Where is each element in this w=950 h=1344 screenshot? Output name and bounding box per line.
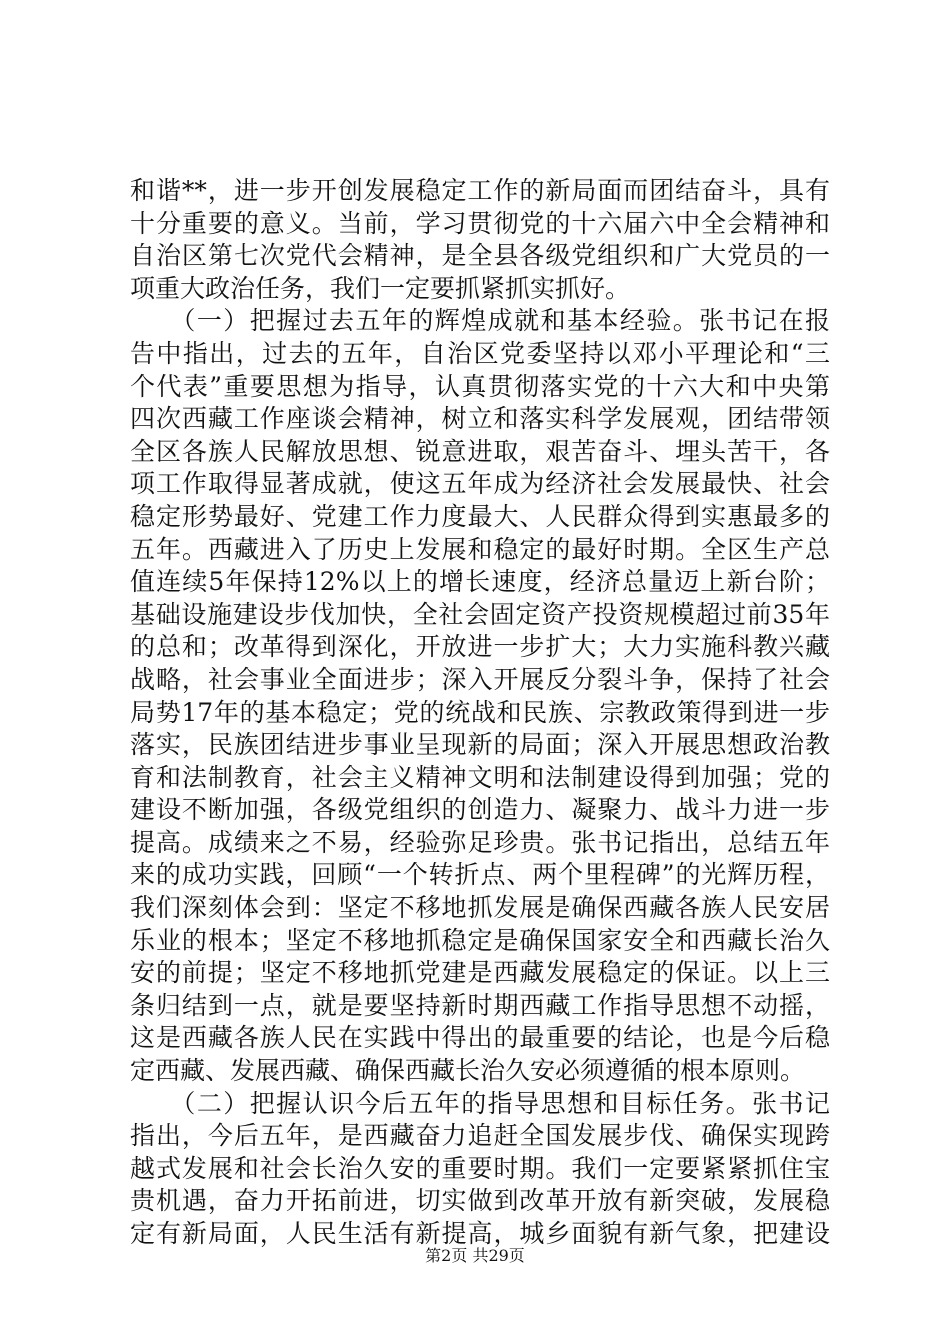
text-line: 越式发展和社会长治久安的重要时期。我们一定要紧紧抓住宝 bbox=[130, 1153, 830, 1183]
page-footer: 第2页 共29页 bbox=[425, 1246, 525, 1265]
text-line: 安的前提；坚定不移地抓党建是西藏发展稳定的保证。以上三 bbox=[130, 958, 830, 988]
text-line: 建设不断加强，各级党组织的创造力、凝聚力、战斗力进一步 bbox=[130, 795, 830, 825]
text-line: 定西藏、发展西藏、确保西藏长治久安必须遵循的根本原则。 bbox=[130, 1056, 806, 1086]
text-line: 五年。西藏进入了历史上发展和稳定的最好时期。全区生产总 bbox=[130, 534, 830, 564]
text-line: 十分重要的意义。当前，学习贯彻党的十六届六中全会精神和 bbox=[130, 208, 830, 238]
text-line: 条归结到一点，就是要坚持新时期西藏工作指导思想不动摇， bbox=[130, 990, 830, 1020]
text-line: 告中指出，过去的五年，自治区党委坚持以邓小平理论和“三 bbox=[130, 338, 830, 368]
text-line: 四次西藏工作座谈会精神，树立和落实科学发展观，团结带领 bbox=[130, 404, 830, 434]
text-line: 项重大政治任务，我们一定要抓紧抓实抓好。 bbox=[130, 273, 631, 303]
text-line: （二）把握认识今后五年的指导思想和目标任务。张书记 bbox=[130, 1088, 830, 1118]
text-line: 和谐**，进一步开创发展稳定工作的新局面而团结奋斗，具有 bbox=[130, 176, 830, 205]
text-line: 指出，今后五年，是西藏奋力追赶全国发展步伐、确保实现跨 bbox=[130, 1121, 830, 1151]
text-line: 基础设施建设步伐加快，全社会固定资产投资规模超过前35年 bbox=[130, 599, 830, 629]
text-line: 落实，民族团结进步事业呈现新的局面；深入开展思想政治教 bbox=[130, 730, 830, 760]
text-line: 战略，社会事业全面进步；深入开展反分裂斗争，保持了社会 bbox=[130, 664, 830, 694]
text-line: 稳定形势最好、党建工作力度最大、人民群众得到实惠最多的 bbox=[130, 501, 830, 531]
text-line: 项工作取得显著成就，使这五年成为经济社会发展最快、社会 bbox=[130, 469, 830, 499]
text-line: （一）把握过去五年的辉煌成就和基本经验。张书记在报 bbox=[130, 306, 830, 336]
text-line: 局势17年的基本稳定；党的统战和民族、宗教政策得到进一步 bbox=[130, 697, 830, 727]
text-line: 乐业的根本；坚定不移地抓稳定是确保国家安全和西藏长治久 bbox=[130, 925, 830, 955]
document-body bbox=[130, 175, 830, 1251]
text-line: 自治区第七次党代会精神，是全县各级党组织和广大党员的一 bbox=[130, 241, 830, 271]
text-line: 个代表”重要思想为指导，认真贯彻落实党的十六大和中央第 bbox=[130, 371, 830, 401]
text-line: 我们深刻体会到：坚定不移地抓发展是确保西藏各族人民安居 bbox=[130, 893, 830, 923]
text-line: 定有新局面，人民生活有新提高，城乡面貌有新气象，把建设 bbox=[130, 1219, 830, 1248]
text-line: 来的成功实践，回顾“一个转折点、两个里程碑”的光辉历程， bbox=[130, 860, 830, 890]
text-line: 这是西藏各族人民在实践中得出的最重要的结论，也是今后稳 bbox=[130, 1023, 830, 1053]
text-line: 值连续5年保持12%以上的增长速度，经济总量迈上新台阶； bbox=[130, 567, 830, 597]
text-line: 的总和；改革得到深化，开放进一步扩大；大力实施科教兴藏 bbox=[130, 632, 830, 662]
text-line: 全区各族人民解放思想、锐意进取，艰苦奋斗、埋头苦干，各 bbox=[130, 436, 830, 466]
text-line: 育和法制教育，社会主义精神文明和法制建设得到加强；党的 bbox=[130, 762, 830, 792]
text-line: 贵机遇，奋力开拓前进，切实做到改革开放有新突破，发展稳 bbox=[130, 1186, 830, 1216]
text-line: 提高。成绩来之不易，经验弥足珍贵。张书记指出，总结五年 bbox=[130, 827, 830, 857]
